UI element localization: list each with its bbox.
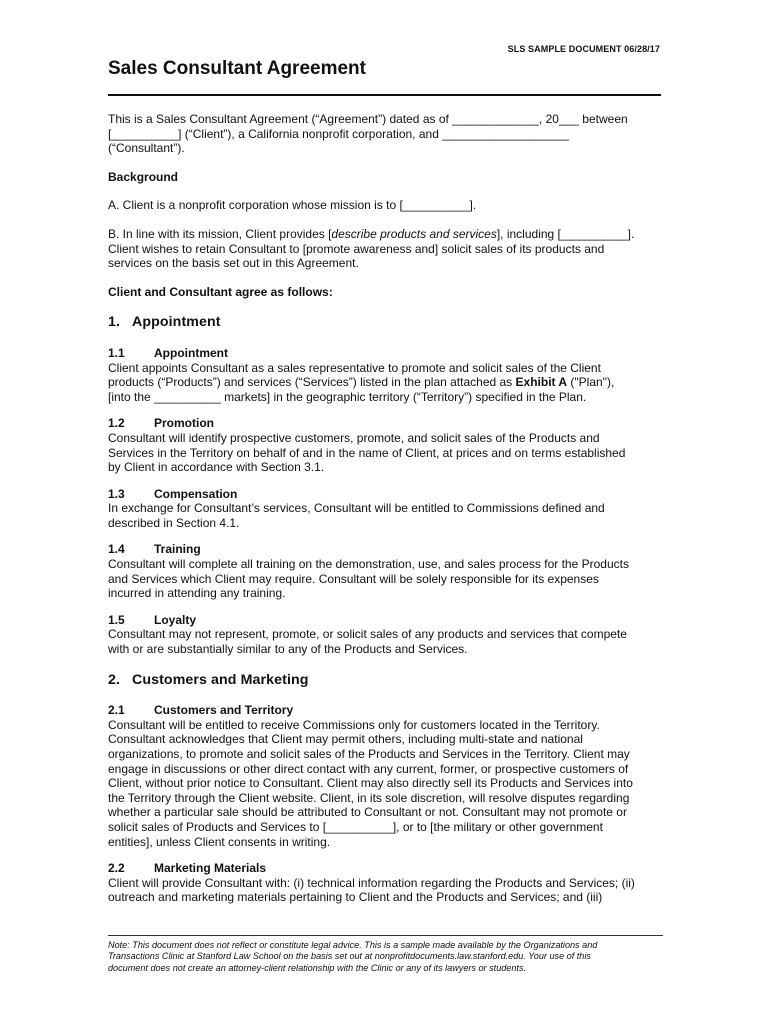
clause-heading: 1.1 Appointment: [108, 345, 228, 360]
background-heading: Background: [108, 169, 179, 184]
clause-heading: 1.3 Compensation: [108, 486, 238, 501]
section-heading: 2. Customers and Marketing: [108, 671, 309, 688]
clause-1-5: 1.5 Loyalty Consultant may not represent, promote, or solicit sales of any products and services that compete with or are substantially similar to any of the Products and Services.: [108, 613, 663, 657]
intro-line: [__________] (“Client”), a California nonprofit corporation, and ___________________: [108, 126, 569, 141]
clause-heading: 1.5 Loyalty: [108, 612, 197, 627]
document-id: SLS SAMPLE DOCUMENT 06/28/17: [507, 44, 660, 54]
placeholder-text: describe products and services: [331, 226, 497, 241]
clause-heading: 1.2 Promotion: [108, 416, 214, 431]
clause-1-3: 1.3 Compensation In exchange for Consultant’s services, Consultant will be entitled to Commissions defined and described in Section 4.1.: [108, 487, 663, 531]
footnote-rule: [108, 935, 663, 936]
background-item-b: B. In line with its mission, Client provides [describe products and services], including [__________]. Client wishes to retain Consultant to [promote awareness and] solicit sales of its products and services on the basis set out in this Agreement.: [108, 226, 635, 271]
title-rule: [108, 94, 661, 96]
intro-paragraph: [108, 112, 663, 156]
intro-line: (“Consultant”).: [108, 141, 185, 156]
clause-1-4: 1.4 Training Consultant will complete all training on the demonstration, use, and sales process for the Products and Services which Client may require. Consultant will be solely responsible for its expenses incurred in attending any training.: [108, 542, 663, 600]
clause-1-1: 1.1 Appointment Client appoints Consultant as a sales representative to promote and solicit sales of the Client products (“Products”) and services (“Services”) listed in the plan attached as Exhibit A ("Plan"), [into the __________ markets] in the geographic territory (“Territory”) specified in the Plan.: [108, 346, 663, 404]
clause-heading: 1.4 Training: [108, 542, 201, 557]
clause-heading: 2.1 Customers and Territory: [108, 703, 294, 718]
agreement-lead-in: Client and Consultant agree as follows:: [108, 284, 333, 299]
clause-2-1: 2.1 Customers and Territory Consultant will be entitled to receive Commissions only for customers located in the Territory. Consultant acknowledges that Client may permit others, including multi-state and national organizations, to promote and solicit sales of the Products and Services in the Territory. Client may engage in discussions or other direct contact with any current, former, or prospective customers of Client, without prior notice to Consultant. Client may also directly sell its Products and Services into the Territory through the Client website. Client, in its sole discretion, will resolve disputes regarding whether a particular sale should be attributed to Consultant or not. Consultant may not promote or solicit sales of Products and Services to [__________], or to [the military or other government entities], unless Client consents in writing.: [108, 703, 663, 849]
intro-line: This is a Sales Consultant Agreement (“Agreement”) dated as of _____________, 20___ between: [108, 112, 628, 126]
background-item-a: A. Client is a nonprofit corporation whose mission is to [__________].: [108, 198, 477, 213]
clause-heading: 2.2 Marketing Materials: [108, 861, 267, 876]
clause-1-2: 1.2 Promotion Consultant will identify prospective customers, promote, and solicit sales of the Products and Services in the Territory on behalf of and in the name of Client, at prices and on terms established by Client in accordance with Section 3.1.: [108, 416, 663, 474]
clause-2-2: 2.2 Marketing Materials Client will provide Consultant with: (i) technical information regarding the Products and Services; (ii) outreach and marketing materials pertaining to Client and the Products and Services; and (iii): [108, 861, 663, 905]
document-body: [108, 112, 663, 905]
section-heading: 1. Appointment: [108, 314, 221, 331]
footnote: Note: This document does not reflect or constitute legal advice. This is a sample made available by the Organizations and Transactions Clinic at Stanford Law School on the basis set out at nonprofitdocuments.law.stanford.edu. Your use of this document does not create an attorney-client relationship with the Clinic or any of its lawyers or students.: [108, 940, 598, 973]
document-title: Sales Consultant Agreement: [108, 58, 366, 79]
